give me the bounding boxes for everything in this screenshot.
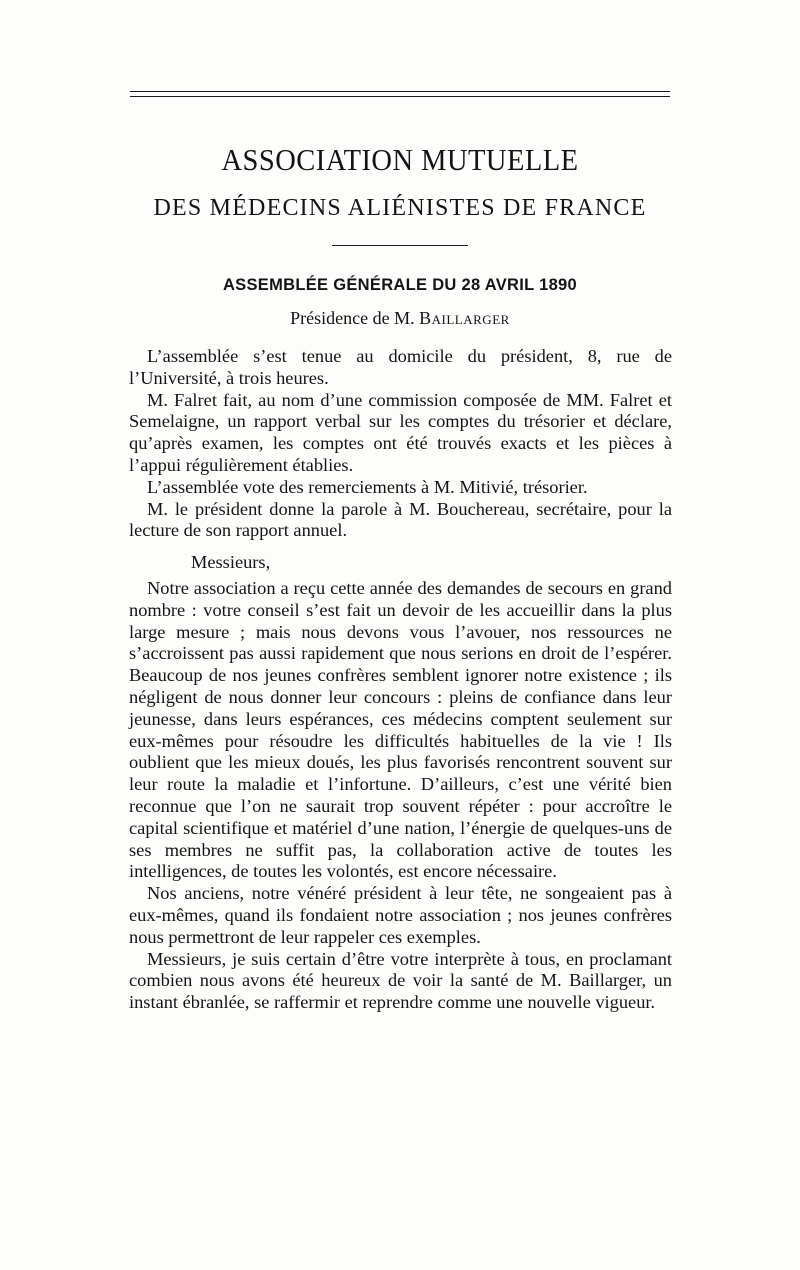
paragraph-thanks: L’assemblée vote des remerciements à M. Mitivié, trésorier. (147, 476, 588, 497)
salutation: Messieurs, (191, 552, 271, 573)
association-title: ASSOCIATION MUTUELLE (221, 142, 579, 177)
paragraph-report-intro: M. le président donne la parole à M. Bouchereau, secrétaire, pour la lecture de son rapport annuel. (129, 498, 672, 541)
section-divider (332, 245, 468, 246)
top-double-rule-upper (130, 91, 670, 92)
association-subtitle: DES MÉDECINS ALIÉNISTES DE FRANCE (153, 195, 647, 221)
top-double-rule-lower (130, 96, 670, 97)
paragraph-report-main: Notre association a reçu cette année des demandes de secours en grand nombre : votre conseil s’est fait un devoir de les accueillir dans la plus large mesure ; mais nous devons vous l’avouer, nos ressources ne s’accroissent pas aussi rapidement que nous serions en droit de l’espérer. Beaucoup de nos jeunes confrères semblent ignorer notre existence ; ils négligent de nous donner leur concours : pleins de confiance dans leur jeunesse, dans leurs espérances, ces médecins comptent seulement sur eux-mêmes pour résoudre les difficultés habituelles de la vie ! Ils oublient que les mieux doués, les plus favorisés rencontrent souvent sur leur route la maladie et l’infortune. D’ailleurs, c’est une vérité bien reconnue que l’on ne saurait trop souvent répéter : pour accroître le capital scientifique et matériel d’une nation, l’énergie de quelques-uns de ses membres ne suffit pas, la collaboration active de toutes les intelligences, de toutes les volontés, est encore nécessaire. (129, 577, 672, 882)
presidence-line (0, 308, 800, 329)
paragraph-commission: M. Falret fait, au nom d’une commission composée de MM. Falret et Semelaigne, un rapport verbal sur les comptes du trésorier et déclare, qu’après examen, les comptes ont été trouvés exacts et les pièces à l’appui régulièrement établies. (129, 389, 672, 475)
paragraph-president-health: Messieurs, je suis certain d’être votre interprète à tous, en proclamant combien nous avons été heureux de voir la santé de M. Baillarger, un instant ébranlée, se raffermir et reprendre comme une nouvelle vigueur. (129, 948, 672, 1013)
meeting-heading: ASSEMBLÉE GÉNÉRALE DU 28 AVRIL 1890 (222, 276, 578, 294)
president-name: Baillarger (419, 308, 510, 328)
presidence-prefix: Présidence de M. (290, 308, 415, 328)
paragraph-location: L’assemblée s’est tenue au domicile du président, 8, rue de l’Université, à trois heures. (129, 346, 672, 388)
body-text (129, 346, 672, 1014)
paragraph-elders: Nos anciens, notre vénéré président à leur tête, ne songeaient pas à eux-mêmes, quand ils fondaient notre association ; nos jeunes confrères nous permettront de leur rappeler ces exemples. (129, 883, 672, 947)
